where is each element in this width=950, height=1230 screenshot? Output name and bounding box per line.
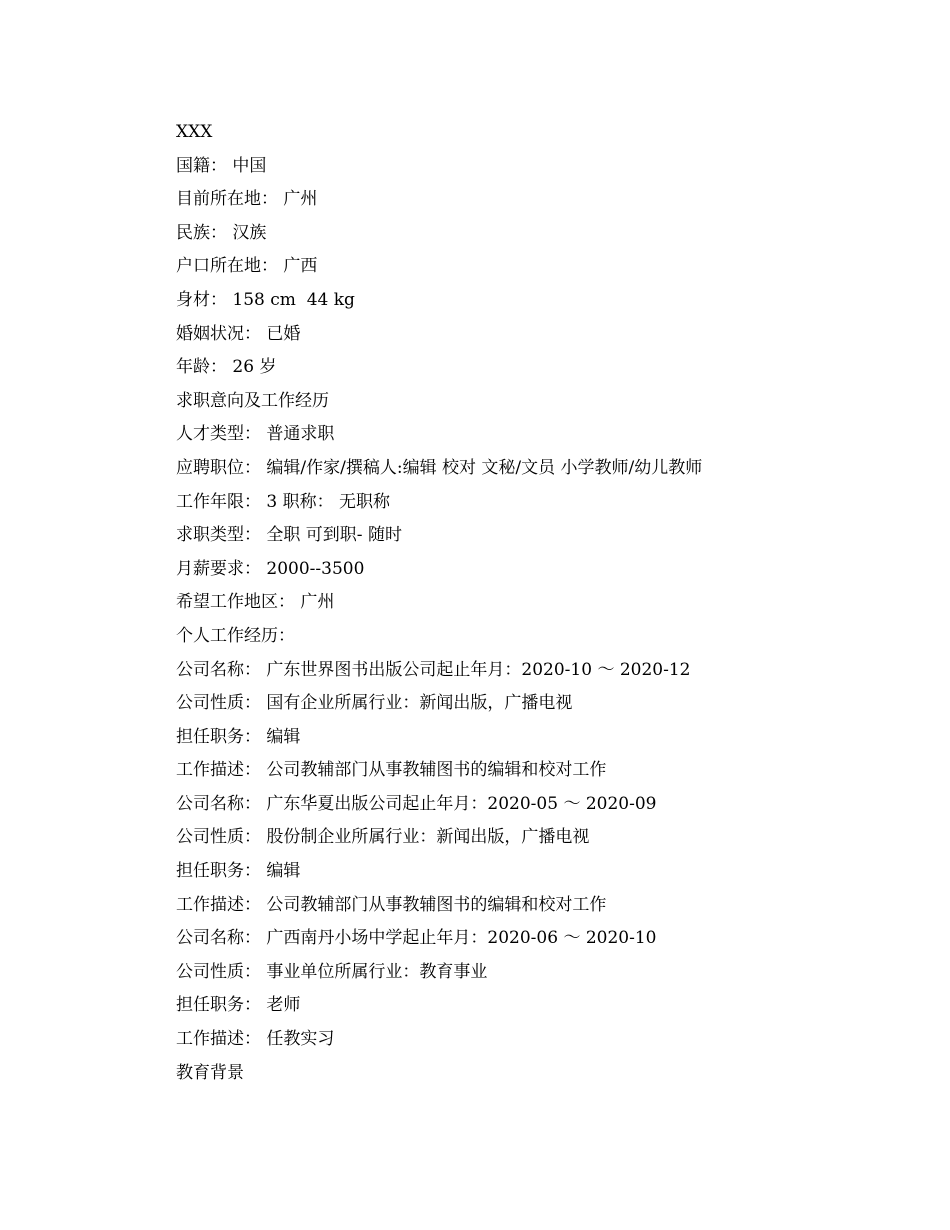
company-3-name-line: 公司名称： 广西南丹小场中学起止年月：2020-06 ～ 2020-10 bbox=[176, 928, 657, 949]
resume-content bbox=[176, 116, 896, 1090]
company-3-description-line: 工作描述： 任教实习 bbox=[176, 1029, 335, 1050]
company-3-nature-line: 公司性质： 事业单位所属行业：教育事业 bbox=[176, 961, 488, 982]
resume-name: XXX bbox=[176, 122, 213, 142]
company-2-nature-line: 公司性质： 股份制企业所属行业：新闻出版，广播电视 bbox=[176, 827, 590, 848]
household-registration-line: 户口所在地： 广西 bbox=[176, 256, 318, 277]
section-heading-job-intention: 求职意向及工作经历 bbox=[176, 390, 329, 411]
company-3-role-line: 担任职务： 老师 bbox=[176, 995, 301, 1016]
applied-position-line: 应聘职位： 编辑/作家/撰稿人:编辑 校对 文秘/文员 小学教师/幼儿教师 bbox=[176, 457, 703, 478]
company-2-role-line: 担任职务： 编辑 bbox=[176, 861, 301, 882]
nationality-line: 国籍： 中国 bbox=[176, 155, 267, 176]
work-years-line: 工作年限： 3 职称： 无职称 bbox=[176, 491, 391, 512]
desired-area-line: 希望工作地区： 广州 bbox=[176, 592, 335, 613]
marital-status-line: 婚姻状况： 已婚 bbox=[176, 323, 301, 344]
current-location-line: 目前所在地： 广州 bbox=[176, 189, 318, 210]
talent-type-line: 人才类型： 普通求职 bbox=[176, 424, 335, 445]
company-2-name-line: 公司名称： 广东华夏出版公司起止年月：2020-05 ～ 2020-09 bbox=[176, 793, 657, 814]
age-line: 年龄： 26 岁 bbox=[176, 357, 277, 378]
company-2-description-line: 工作描述： 公司教辅部门从事教辅图书的编辑和校对工作 bbox=[176, 894, 607, 915]
company-1-name-line: 公司名称： 广东世界图书出版公司起止年月：2020-10 ～ 2020-12 bbox=[176, 659, 691, 680]
company-1-description-line: 工作描述： 公司教辅部门从事教辅图书的编辑和校对工作 bbox=[176, 760, 607, 781]
company-1-nature-line: 公司性质： 国有企业所属行业：新闻出版，广播电视 bbox=[176, 693, 573, 714]
section-heading-education: 教育背景 bbox=[176, 1062, 244, 1083]
body-stats-line: 身材： 158 cm 44 kg bbox=[176, 289, 355, 310]
ethnicity-line: 民族： 汉族 bbox=[176, 222, 267, 243]
salary-line: 月薪要求： 2000--3500 bbox=[176, 558, 365, 579]
section-heading-work-history: 个人工作经历： bbox=[176, 625, 295, 646]
job-type-line: 求职类型： 全职 可到职- 随时 bbox=[176, 525, 402, 546]
company-1-role-line: 担任职务： 编辑 bbox=[176, 726, 301, 747]
